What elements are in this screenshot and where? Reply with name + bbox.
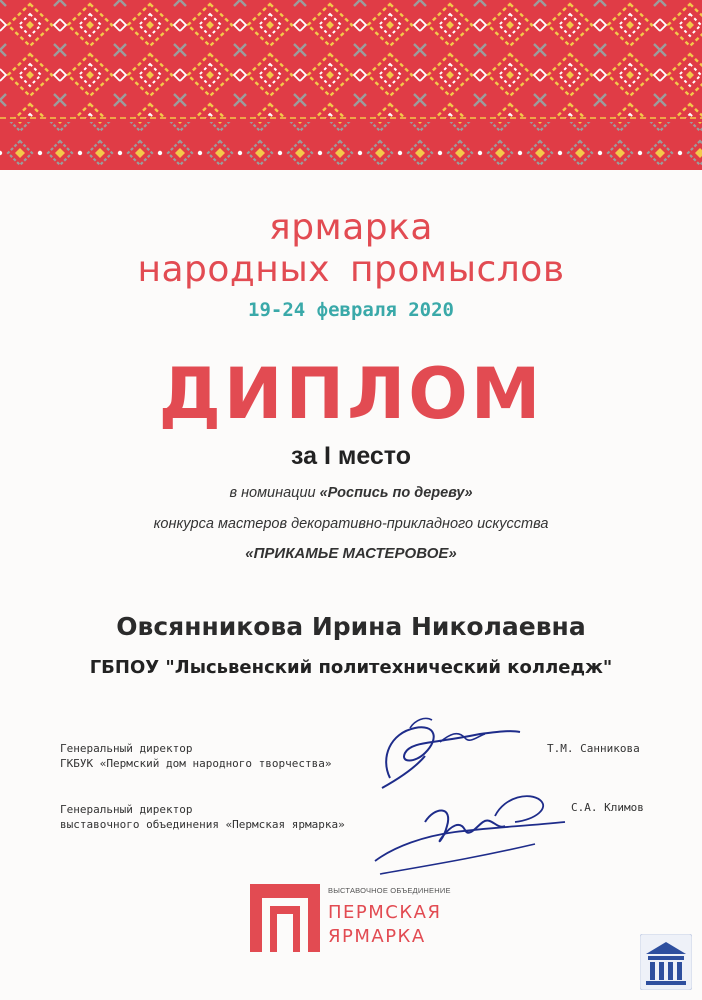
ornament-banner [0,0,702,170]
signatory-2-title: Генеральный директор [60,803,193,816]
event-dates: 19-24 февраля 2020 [248,299,454,321]
signature-2 [365,786,575,882]
contest-line: конкурса мастеров декоративно-прикладного искусства [153,516,549,532]
logo-line1: ПЕРМСКАЯ [328,902,442,923]
signatory-2-org: выставочного объединения «Пермская ярмарка» [60,818,345,831]
signatory-2-block [60,802,345,832]
signatory-2-name: С.А. Климов [571,801,644,814]
event-title-line1: ярмарка [269,207,433,248]
contest-name: «ПРИКАМЬЕ МАСТЕРОВОЕ» [245,545,457,562]
logo-line2: ЯРМАРКА [328,926,426,947]
signatory-1-title: Генеральный директор [60,742,193,755]
recipient-organization: ГБПОУ "Лысьвенский политехнический колледж" [89,657,613,678]
nomination-name: «Роспись по дереву» [319,485,473,501]
event-title-line2: народных промыслов [137,249,565,290]
college-emblem-icon [640,934,692,990]
nomination-prefix: в номинации [229,485,320,501]
nomination-line [0,484,702,502]
award-place: за I место [291,442,411,470]
signature-1 [370,708,540,798]
logo-subtitle: ВЫСТАВОЧНОЕ ОБЪЕДИНЕНИЕ [328,886,451,895]
diploma-heading: ДИПЛОМ [158,353,544,435]
signatory-1-block [60,741,332,771]
recipient-name: Овсянникова Ирина Николаевна [116,612,586,641]
signatory-1-name: Т.М. Санникова [547,742,640,755]
signatory-1-org: ГКБУК «Пермский дом народного творчества» [60,757,332,770]
permskaya-yarmarka-logo-icon [250,884,320,952]
